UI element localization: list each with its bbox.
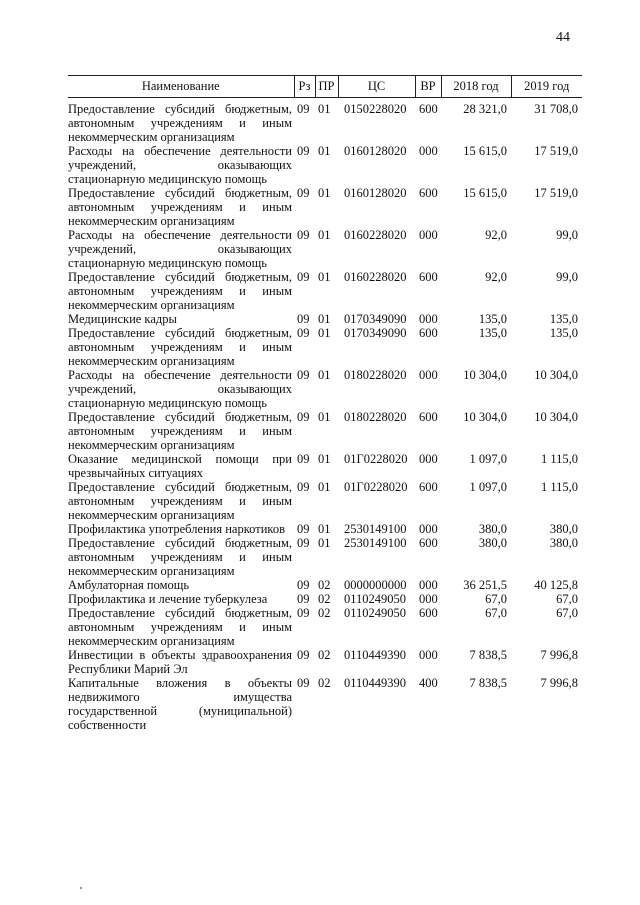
cell-cs: 0160228020: [344, 228, 407, 242]
table-row: [68, 186, 582, 228]
cell-cs: 0160228020: [344, 270, 407, 284]
table-row: [68, 98, 582, 145]
cell-y2019: 67,0: [556, 592, 578, 606]
cell-rz: 09: [297, 326, 310, 340]
cell-y2018: 92,0: [485, 270, 507, 284]
cell-cs: 2530149100: [344, 536, 407, 550]
cell-pr: 02: [318, 578, 331, 592]
cell-pr: 01: [318, 312, 331, 326]
cell-pr: 01: [318, 536, 331, 550]
cell-y2018: 28 321,0: [463, 102, 507, 116]
cell-name: Амбулаторная помощь: [68, 578, 190, 592]
cell-y2019: 99,0: [556, 270, 578, 284]
page-number: 44: [556, 30, 570, 45]
cell-y2019: 7 996,8: [540, 676, 578, 690]
cell-y2018: 10 304,0: [463, 368, 507, 382]
cell-y2018: 67,0: [485, 592, 507, 606]
cell-name: Предоставление субсидий бюджетным, автономным учреждениям и иным некоммерческим организациям: [68, 410, 292, 452]
cell-name: Предоставление субсидий бюджетным, автономным учреждениям и иным некоммерческим организациям: [68, 326, 292, 368]
cell-vr: 000: [419, 452, 438, 466]
cell-pr: 01: [318, 270, 331, 284]
cell-rz: 09: [297, 102, 310, 116]
header-2019: 2019 год: [511, 76, 582, 98]
cell-rz: 09: [297, 578, 310, 592]
cell-y2019: 17 519,0: [534, 144, 578, 158]
cell-y2019: 7 996,8: [540, 648, 578, 662]
cell-vr: 400: [419, 676, 438, 690]
cell-cs: 0110449390: [344, 676, 407, 690]
cell-pr: 01: [318, 228, 331, 242]
cell-y2018: 7 838,5: [469, 676, 507, 690]
table-row: [68, 270, 582, 312]
cell-y2019: 99,0: [556, 228, 578, 242]
budget-table: [68, 75, 582, 732]
cell-name: Предоставление субсидий бюджетным, автономным учреждениям и иным некоммерческим организациям: [68, 270, 292, 312]
cell-rz: 09: [297, 186, 310, 200]
cell-cs: 0180228020: [344, 368, 407, 382]
header-cs: ЦС: [338, 76, 415, 98]
cell-y2018: 7 838,5: [469, 648, 507, 662]
cell-cs: 0000000000: [344, 578, 407, 592]
cell-y2018: 1 097,0: [469, 480, 507, 494]
cell-rz: 09: [297, 676, 310, 690]
cell-y2018: 15 615,0: [463, 144, 507, 158]
cell-cs: 0180228020: [344, 410, 407, 424]
cell-pr: 02: [318, 676, 331, 690]
header-rz: Рз: [294, 76, 315, 98]
table-row: [68, 452, 582, 480]
cell-cs: 01Г0228020: [344, 452, 408, 466]
cell-cs: 0170349090: [344, 312, 407, 326]
cell-rz: 09: [297, 648, 310, 662]
cell-cs: 0110249050: [344, 592, 407, 606]
cell-pr: 01: [318, 102, 331, 116]
table-row: [68, 592, 582, 606]
table-row: [68, 522, 582, 536]
cell-name: Предоставление субсидий бюджетным, автономным учреждениям и иным некоммерческим организациям: [68, 536, 292, 578]
cell-vr: 000: [419, 228, 438, 242]
cell-y2018: 135,0: [478, 312, 507, 326]
cell-y2019: 17 519,0: [534, 186, 578, 200]
cell-y2019: 135,0: [549, 326, 578, 340]
cell-rz: 09: [297, 312, 310, 326]
cell-rz: 09: [297, 522, 310, 536]
cell-vr: 600: [419, 270, 438, 284]
cell-name: Расходы на обеспечение деятельности учреждений, оказывающих стационарную медицинскую помощь: [68, 144, 292, 186]
cell-name: Предоставление субсидий бюджетным, автономным учреждениям и иным некоммерческим организациям: [68, 102, 292, 144]
cell-rz: 09: [297, 144, 310, 158]
table-row: [68, 480, 582, 522]
cell-y2019: 67,0: [556, 606, 578, 620]
cell-cs: 01Г0228020: [344, 480, 408, 494]
cell-cs: 0170349090: [344, 326, 407, 340]
header-pr: ПР: [315, 76, 338, 98]
cell-pr: 01: [318, 522, 331, 536]
cell-y2018: 1 097,0: [469, 452, 507, 466]
cell-y2018: 380,0: [478, 522, 507, 536]
cell-pr: 01: [318, 452, 331, 466]
cell-vr: 000: [419, 578, 438, 592]
cell-y2018: 36 251,5: [463, 578, 507, 592]
cell-name: Расходы на обеспечение деятельности учреждений, оказывающих стационарную медицинскую помощь: [68, 368, 292, 410]
table-header-row: [68, 76, 582, 98]
cell-pr: 01: [318, 144, 331, 158]
cell-y2019: 40 125,8: [534, 578, 578, 592]
cell-vr: 600: [419, 606, 438, 620]
cell-name: Профилактика употребления наркотиков: [68, 522, 285, 536]
scan-speck: [80, 887, 82, 889]
cell-rz: 09: [297, 270, 310, 284]
cell-cs: 2530149100: [344, 522, 407, 536]
cell-vr: 600: [419, 326, 438, 340]
cell-pr: 01: [318, 326, 331, 340]
cell-name: Профилактика и лечение туберкулеза: [68, 592, 268, 606]
cell-vr: 000: [419, 592, 438, 606]
table-row: [68, 410, 582, 452]
cell-name: Предоставление субсидий бюджетным, автономным учреждениям и иным некоммерческим организациям: [68, 480, 292, 522]
cell-y2018: 92,0: [485, 228, 507, 242]
table-row: [68, 326, 582, 368]
cell-y2018: 135,0: [478, 326, 507, 340]
cell-cs: 0110249050: [344, 606, 407, 620]
cell-pr: 02: [318, 648, 331, 662]
cell-pr: 01: [318, 368, 331, 382]
cell-vr: 600: [419, 186, 438, 200]
table-row: [68, 578, 582, 592]
table-row: [68, 368, 582, 410]
cell-vr: 000: [419, 144, 438, 158]
cell-y2019: 10 304,0: [534, 410, 578, 424]
cell-rz: 09: [297, 536, 310, 550]
cell-rz: 09: [297, 410, 310, 424]
table-row: [68, 606, 582, 648]
cell-y2018: 10 304,0: [463, 410, 507, 424]
header-name: Наименование: [68, 76, 294, 98]
cell-rz: 09: [297, 592, 310, 606]
cell-name: Медицинские кадры: [68, 312, 177, 326]
cell-y2019: 10 304,0: [534, 368, 578, 382]
cell-y2018: 380,0: [478, 536, 507, 550]
cell-y2018: 67,0: [485, 606, 507, 620]
table-row: [68, 536, 582, 578]
cell-y2019: 380,0: [549, 522, 578, 536]
cell-pr: 02: [318, 592, 331, 606]
cell-pr: 01: [318, 410, 331, 424]
cell-cs: 0150228020: [344, 102, 407, 116]
cell-vr: 000: [419, 648, 438, 662]
header-2018: 2018 год: [441, 76, 511, 98]
cell-vr: 600: [419, 480, 438, 494]
cell-name: Инвестиции в объекты здравоохранения Республики Марий Эл: [68, 648, 292, 676]
cell-cs: 0110449390: [344, 648, 407, 662]
cell-rz: 09: [297, 228, 310, 242]
cell-y2019: 135,0: [549, 312, 578, 326]
cell-pr: 01: [318, 186, 331, 200]
cell-rz: 09: [297, 368, 310, 382]
cell-cs: 0160128020: [344, 144, 407, 158]
cell-vr: 600: [419, 102, 438, 116]
cell-name: Предоставление субсидий бюджетным, автономным учреждениям и иным некоммерческим организациям: [68, 186, 292, 228]
table-row: [68, 228, 582, 270]
cell-vr: 000: [419, 368, 438, 382]
cell-y2019: 31 708,0: [534, 102, 578, 116]
cell-rz: 09: [297, 452, 310, 466]
cell-vr: 000: [419, 522, 438, 536]
header-vr: ВР: [415, 76, 441, 98]
table-row: [68, 312, 582, 326]
cell-pr: 01: [318, 480, 331, 494]
cell-rz: 09: [297, 606, 310, 620]
cell-y2019: 1 115,0: [540, 452, 578, 466]
cell-y2019: 1 115,0: [540, 480, 578, 494]
cell-name: Капитальные вложения в объекты недвижимого имущества государственной (муниципальной) собственности: [68, 676, 292, 732]
cell-name: Оказание медицинской помощи при чрезвычайных ситуациях: [68, 452, 292, 480]
table-row: [68, 144, 582, 186]
cell-pr: 02: [318, 606, 331, 620]
cell-vr: 600: [419, 536, 438, 550]
cell-vr: 000: [419, 312, 438, 326]
table-row: [68, 676, 582, 732]
cell-rz: 09: [297, 480, 310, 494]
cell-vr: 600: [419, 410, 438, 424]
cell-y2019: 380,0: [549, 536, 578, 550]
table-row: [68, 648, 582, 676]
cell-y2018: 15 615,0: [463, 186, 507, 200]
cell-name: Предоставление субсидий бюджетным, автономным учреждениям и иным некоммерческим организациям: [68, 606, 292, 648]
cell-name: Расходы на обеспечение деятельности учреждений, оказывающих стационарную медицинскую помощь: [68, 228, 292, 270]
cell-cs: 0160128020: [344, 186, 407, 200]
